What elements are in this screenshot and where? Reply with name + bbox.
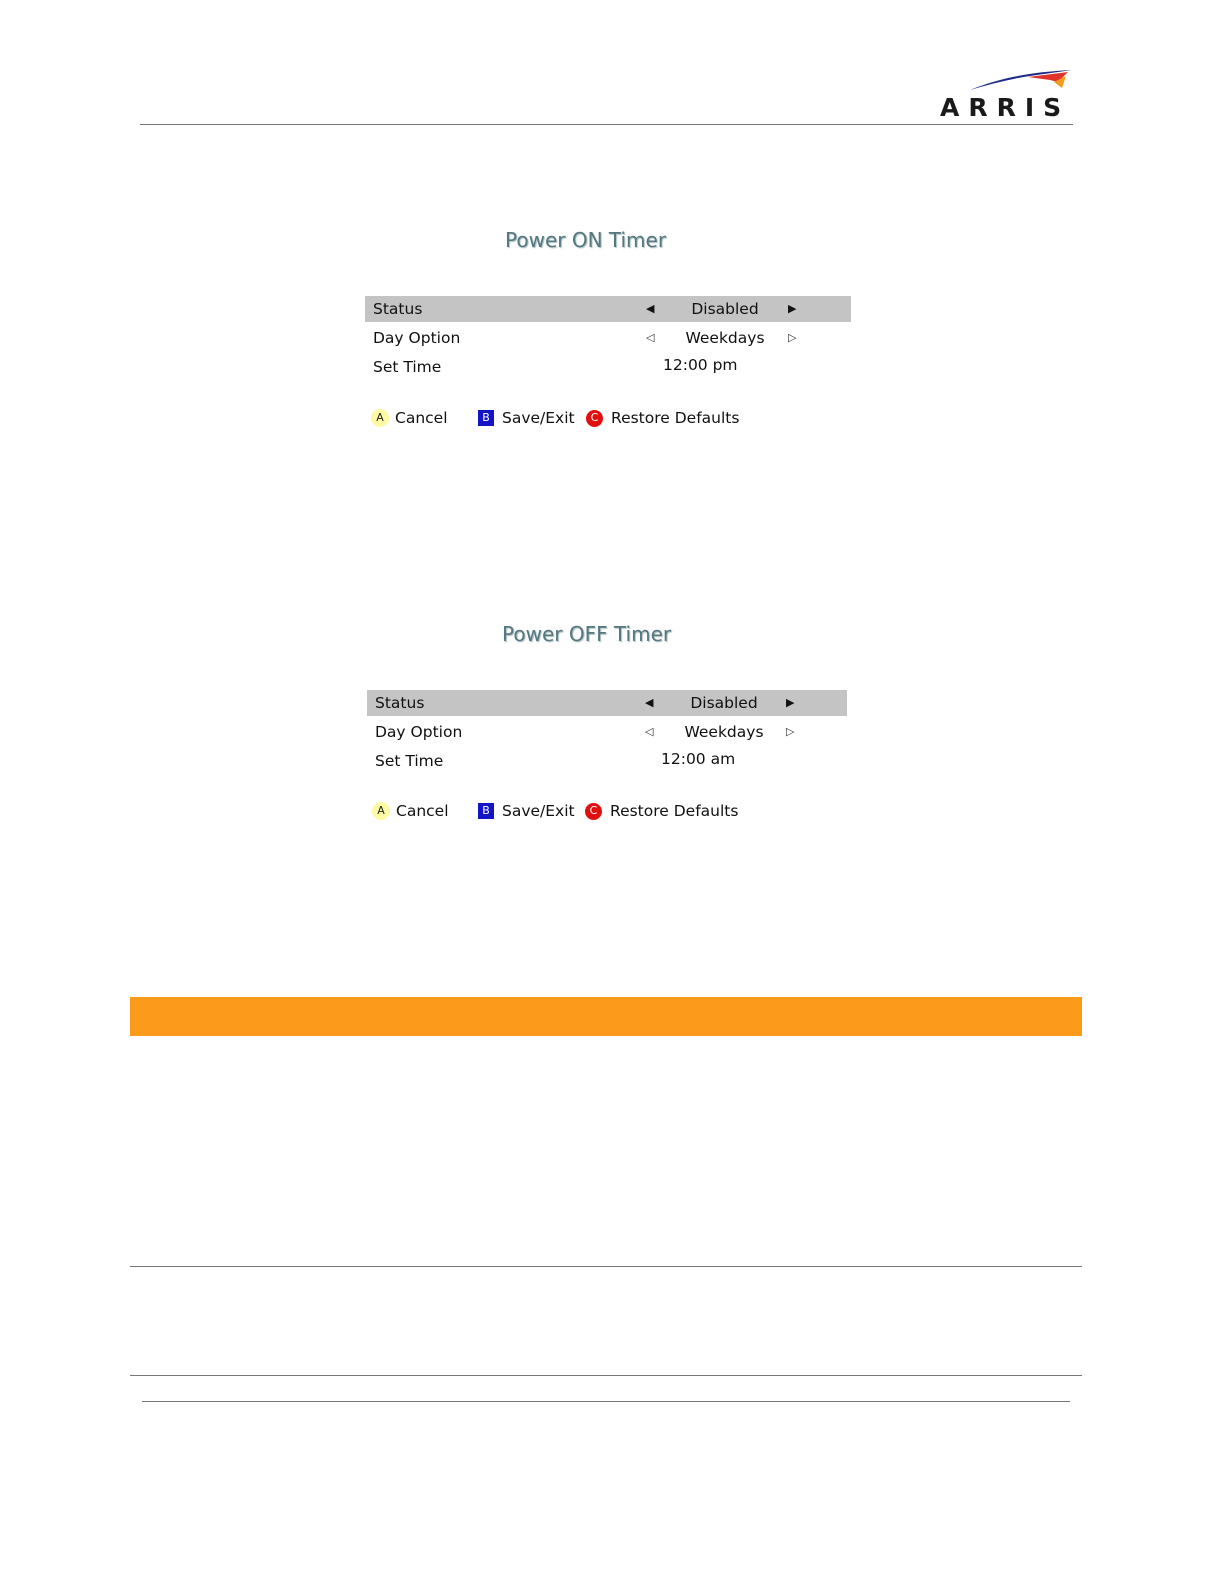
b-button-icon: B	[478, 410, 494, 426]
off-status-label: Status	[375, 694, 425, 712]
arris-logo	[940, 68, 1074, 122]
left-arrow-icon[interactable]: ◁	[646, 331, 655, 344]
on-day-option-value: Weekdays	[685, 329, 765, 347]
c-button-icon: C	[585, 803, 602, 820]
section-band	[130, 997, 1082, 1036]
footer-rule	[142, 1401, 1070, 1402]
on-timer-legend	[365, 407, 851, 429]
header-rule	[140, 124, 1073, 125]
on-timer-title: Power ON Timer	[505, 228, 667, 252]
restore-defaults-label: Restore Defaults	[611, 409, 740, 427]
off-status-value: Disabled	[690, 694, 758, 712]
divider-rule	[130, 1266, 1082, 1267]
left-arrow-icon[interactable]: ◁	[645, 725, 654, 738]
off-timer-title: Power OFF Timer	[502, 622, 672, 646]
on-status-label: Status	[373, 300, 423, 318]
on-status-value: Disabled	[691, 300, 759, 318]
off-day-option-label: Day Option	[375, 723, 463, 741]
right-arrow-icon[interactable]: ▶	[788, 302, 797, 315]
b-button-icon: B	[478, 803, 494, 819]
on-set-time-value[interactable]: 12:00 pm	[663, 356, 738, 374]
a-button-icon: A	[371, 409, 389, 427]
off-day-option-value: Weekdays	[684, 723, 764, 741]
restore-defaults-key[interactable]	[586, 407, 739, 429]
divider-rule	[130, 1375, 1082, 1376]
save-exit-key[interactable]	[478, 407, 575, 429]
restore-defaults-label: Restore Defaults	[610, 802, 739, 820]
left-arrow-icon[interactable]: ◀	[645, 696, 654, 709]
off-day-option-row[interactable]	[367, 719, 847, 745]
right-arrow-icon[interactable]: ▶	[786, 696, 795, 709]
on-day-option-row[interactable]	[365, 325, 851, 351]
save-exit-label: Save/Exit	[502, 409, 575, 427]
cancel-key[interactable]	[371, 407, 448, 429]
cancel-key[interactable]	[372, 800, 449, 822]
off-set-time-value[interactable]: 12:00 am	[661, 750, 736, 768]
c-button-icon: C	[586, 410, 603, 427]
right-arrow-icon[interactable]: ▷	[786, 725, 795, 738]
on-status-row[interactable]	[365, 296, 851, 322]
left-arrow-icon[interactable]: ◀	[646, 302, 655, 315]
off-timer-legend	[367, 800, 847, 822]
restore-defaults-key[interactable]	[585, 800, 738, 822]
on-set-time-label: Set Time	[373, 358, 442, 376]
cancel-label: Cancel	[396, 802, 449, 820]
a-button-icon: A	[372, 802, 390, 820]
save-exit-key[interactable]	[478, 800, 575, 822]
off-status-row[interactable]	[367, 690, 847, 716]
cancel-label: Cancel	[395, 409, 448, 427]
save-exit-label: Save/Exit	[502, 802, 575, 820]
logo-wordmark: ARRIS	[940, 93, 1071, 122]
right-arrow-icon[interactable]: ▷	[788, 331, 797, 344]
on-set-time-row[interactable]	[365, 354, 851, 380]
on-day-option-label: Day Option	[373, 329, 461, 347]
off-set-time-label: Set Time	[375, 752, 444, 770]
off-set-time-row[interactable]	[367, 748, 847, 774]
swoosh-icon	[970, 68, 1074, 94]
